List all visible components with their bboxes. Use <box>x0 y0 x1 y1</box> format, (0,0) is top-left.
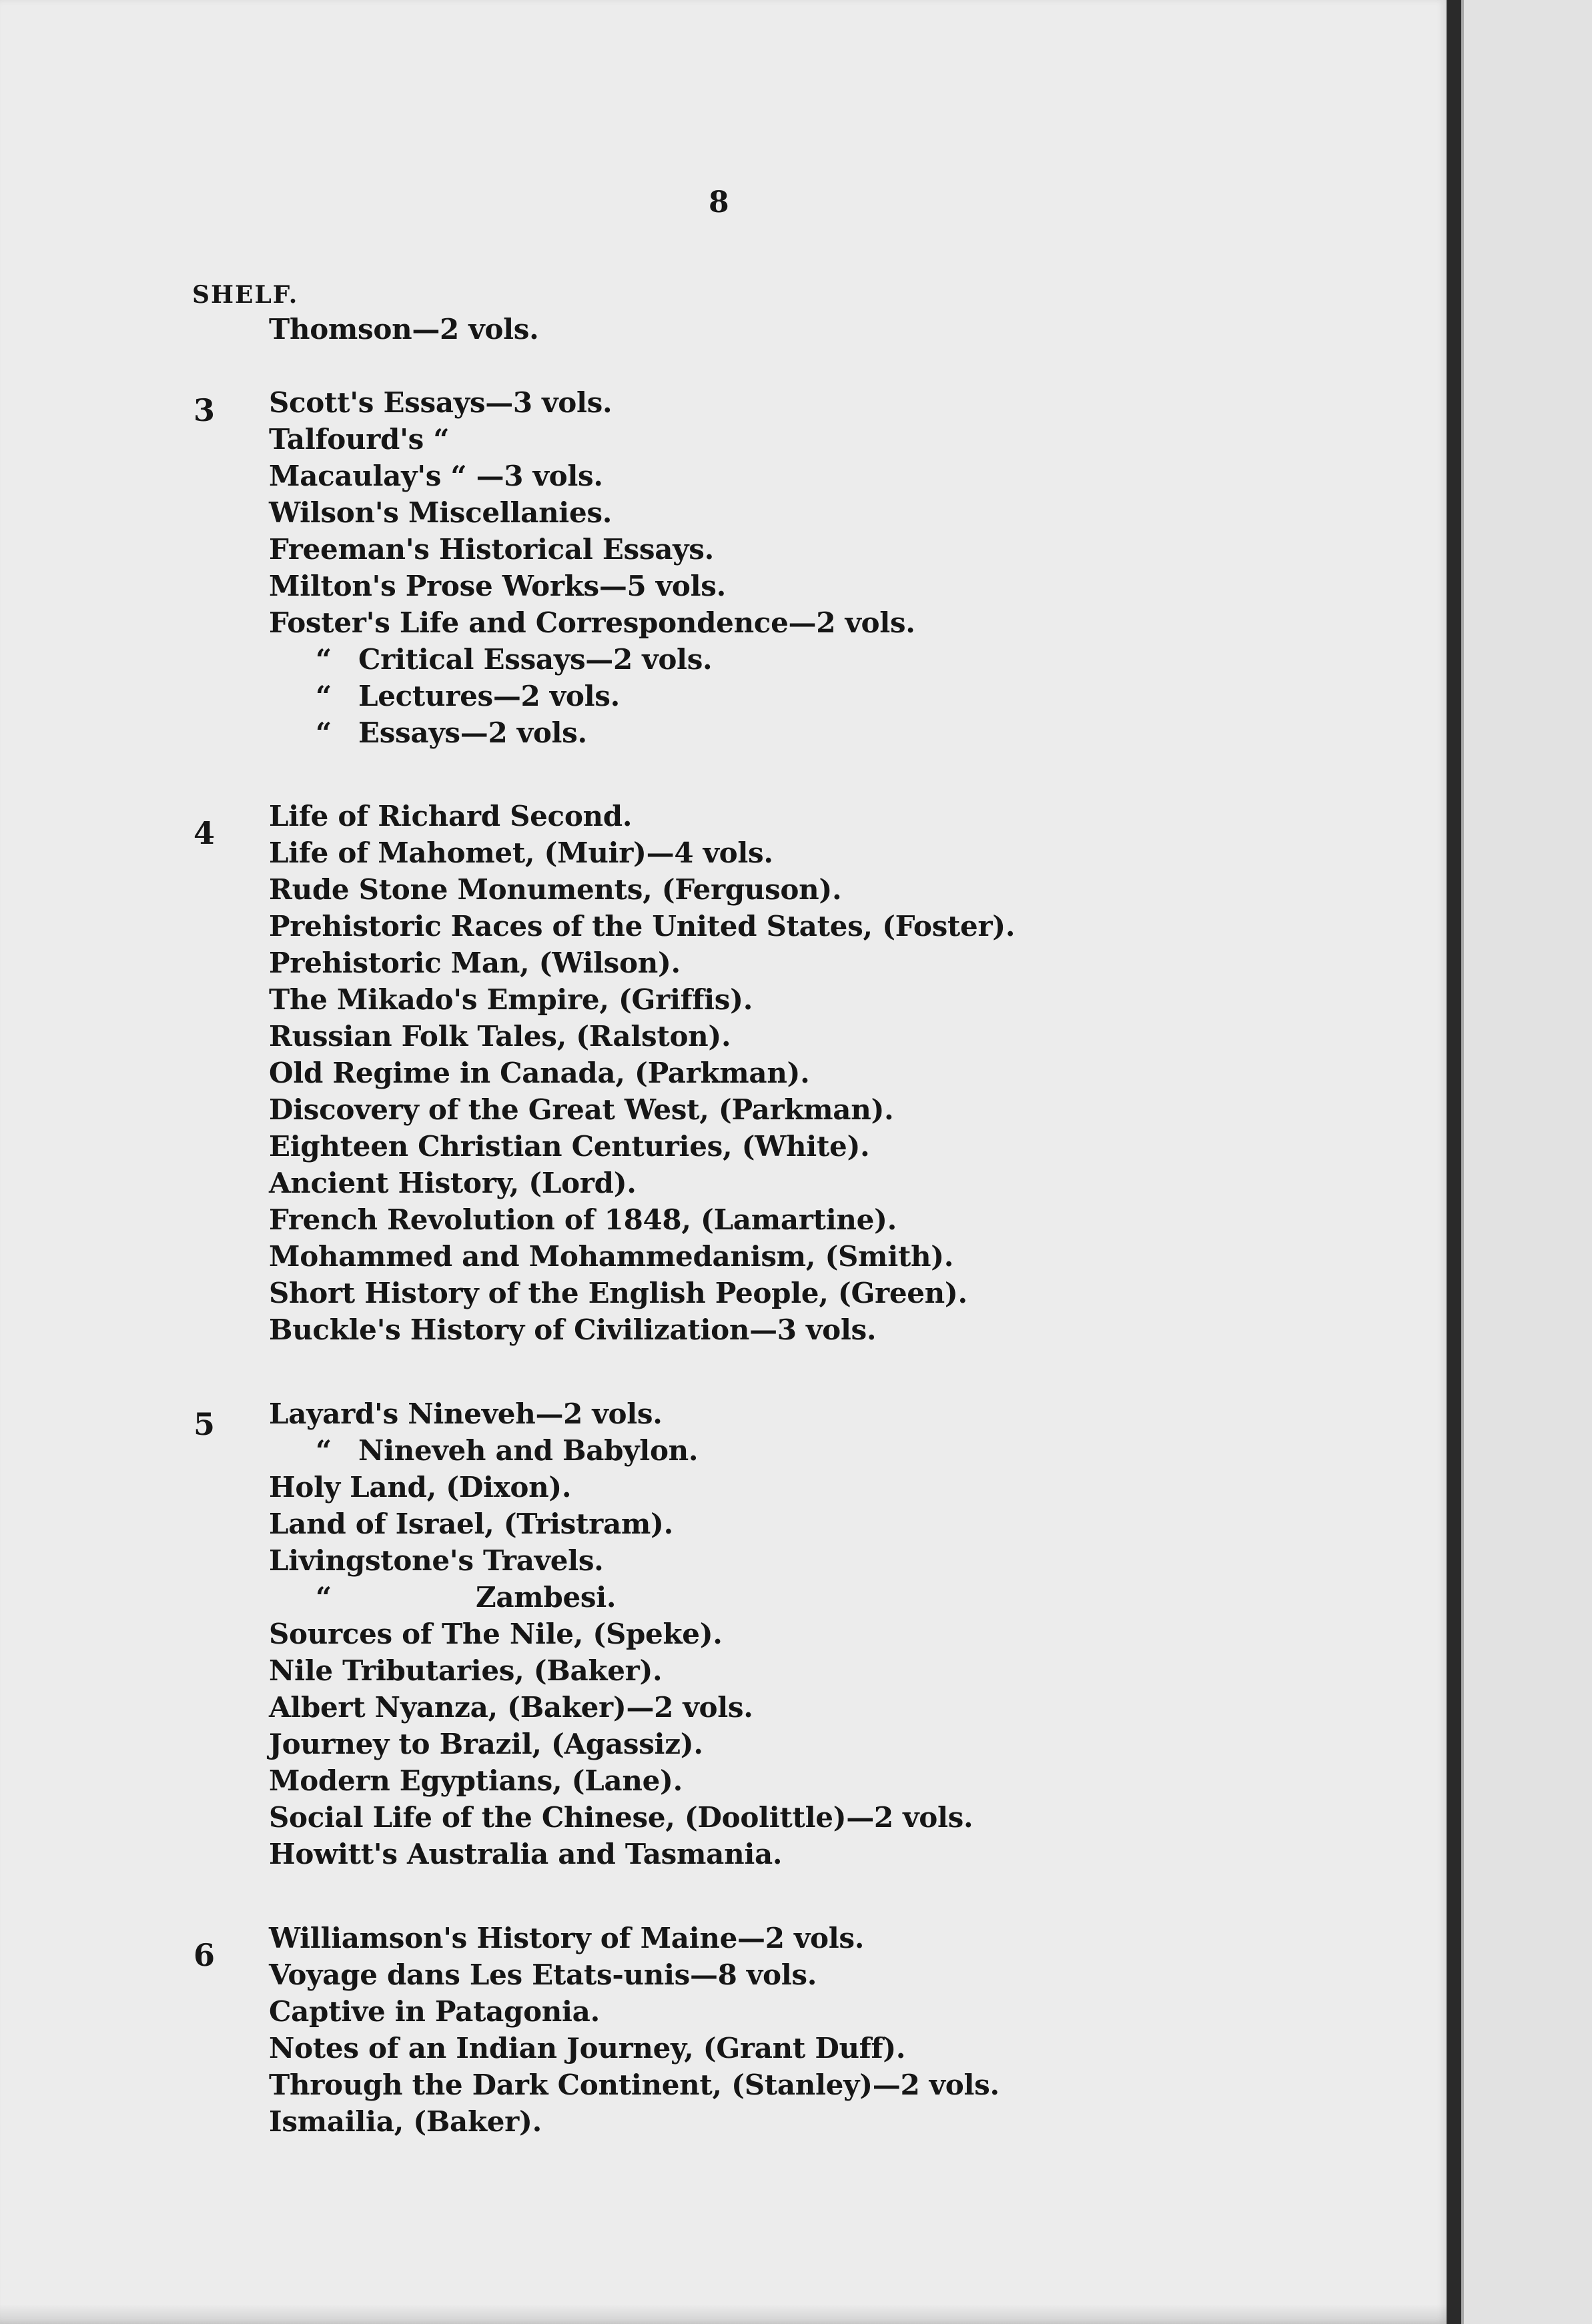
catalog-entry: Williamson's History of Maine—2 vols. <box>269 1922 865 1954</box>
catalog-entry: Social Life of the Chinese, (Doolittle)—2 vols. <box>269 1801 973 1834</box>
catalog-entry: Layard's Nineveh—2 vols. <box>269 1397 663 1430</box>
catalog-entry-ditto <box>269 678 915 714</box>
catalog-entry: Ismailia, (Baker). <box>269 2105 542 2138</box>
catalog-entry: Prehistoric Races of the United States, (Foster). <box>269 910 1016 943</box>
catalog-entry: Sources of The Nile, (Speke). <box>269 1618 723 1650</box>
catalog-entry: Eighteen Christian Centuries, (White). <box>269 1130 870 1163</box>
facing-page-strip <box>1461 0 1592 2324</box>
catalog-entry: Life of Richard Second. <box>269 800 633 832</box>
ditto-mark: “ <box>316 680 332 712</box>
catalog-entry: Albert Nyanza, (Baker)—2 vols. <box>269 1691 753 1724</box>
catalog-entry: Captive in Patagonia. <box>269 1995 600 2028</box>
page-number: 8 <box>709 185 729 219</box>
catalog-entry: Life of Mahomet, (Muir)—4 vols. <box>269 836 773 869</box>
shelf-number-6: 6 <box>193 1937 216 1973</box>
page-bottom-shade <box>0 2304 1447 2324</box>
catalog-entry: Livingstone's Travels. <box>269 1544 604 1577</box>
shelf-number-5: 5 <box>193 1406 216 1442</box>
shelf-entries-continued <box>269 311 538 348</box>
catalog-entry-text: Zambesi. <box>476 1581 617 1614</box>
catalog-entry-ditto <box>269 714 915 751</box>
shelf-5-entries <box>269 1395 973 1872</box>
catalog-entry: Milton's Prose Works—5 vols. <box>269 570 726 602</box>
shelf-6-entries <box>269 1920 1000 2140</box>
catalog-entry-ditto <box>269 1579 973 1616</box>
ditto-mark: “ <box>316 716 332 749</box>
catalog-entry: Land of Israel, (Tristram). <box>269 1508 673 1540</box>
catalog-entry: Old Regime in Canada, (Parkman). <box>269 1057 810 1089</box>
catalog-entry: Ancient History, (Lord). <box>269 1167 637 1199</box>
catalog-entry: Prehistoric Man, (Wilson). <box>269 947 681 979</box>
catalog-entry-ditto <box>269 1432 973 1469</box>
catalog-entry: Journey to Brazil, (Agassiz). <box>269 1728 703 1760</box>
catalog-entry: Foster's Life and Correspondence—2 vols. <box>269 606 915 639</box>
catalog-entry: Notes of an Indian Journey, (Grant Duff). <box>269 2032 906 2065</box>
catalog-entry: Modern Egyptians, (Lane). <box>269 1764 683 1797</box>
catalog-entry-text: Critical Essays—2 vols. <box>358 643 713 676</box>
catalog-entry: Russian Folk Tales, (Ralston). <box>269 1020 731 1053</box>
catalog-entry-text: Nineveh and Babylon. <box>358 1434 699 1467</box>
catalog-entry: Howitt's Australia and Tasmania. <box>269 1838 783 1870</box>
catalog-entry-ditto <box>269 641 915 678</box>
catalog-entry: Voyage dans Les Etats-unis—8 vols. <box>269 1958 817 1991</box>
shelf-4-entries <box>269 798 1015 1348</box>
catalog-entry: Rude Stone Monuments, (Ferguson). <box>269 873 842 906</box>
catalog-entry-text: Lectures—2 vols. <box>358 680 620 712</box>
shelf-number-3: 3 <box>193 392 216 428</box>
catalog-entry: Freeman's Historical Essays. <box>269 533 714 566</box>
catalog-entry: Wilson's Miscellanies. <box>269 496 613 529</box>
ditto-mark: “ <box>316 1434 332 1467</box>
shelf-column-header: SHELF. <box>192 281 299 309</box>
page-edge <box>1447 0 1461 2324</box>
catalog-entry: Holy Land, (Dixon). <box>269 1471 572 1504</box>
catalog-entry: Buckle's History of Civilization—3 vols. <box>269 1313 877 1346</box>
shelf-number-4: 4 <box>193 815 216 851</box>
ditto-mark: “ <box>316 1581 332 1614</box>
catalog-entry: Thomson—2 vols. <box>269 313 539 346</box>
shelf-3-entries <box>269 384 915 751</box>
catalog-entry-text: Essays—2 vols. <box>358 716 587 749</box>
catalog-entry: Scott's Essays—3 vols. <box>269 386 613 419</box>
catalog-entry: Short History of the English People, (Green). <box>269 1277 967 1309</box>
ditto-mark: “ <box>316 643 332 676</box>
catalog-entry: Macaulay's “ —3 vols. <box>269 460 603 492</box>
catalog-entry: French Revolution of 1848, (Lamartine). <box>269 1203 897 1236</box>
catalog-entry: Mohammed and Mohammedanism, (Smith). <box>269 1240 954 1273</box>
catalog-entry: Nile Tributaries, (Baker). <box>269 1654 663 1687</box>
catalog-entry: Discovery of the Great West, (Parkman). <box>269 1093 894 1126</box>
catalog-entry: Through the Dark Continent, (Stanley)—2 vols. <box>269 2069 1000 2101</box>
catalog-entry: The Mikado's Empire, (Griffis). <box>269 983 753 1016</box>
catalog-entry: Talfourd's “ <box>269 423 450 456</box>
